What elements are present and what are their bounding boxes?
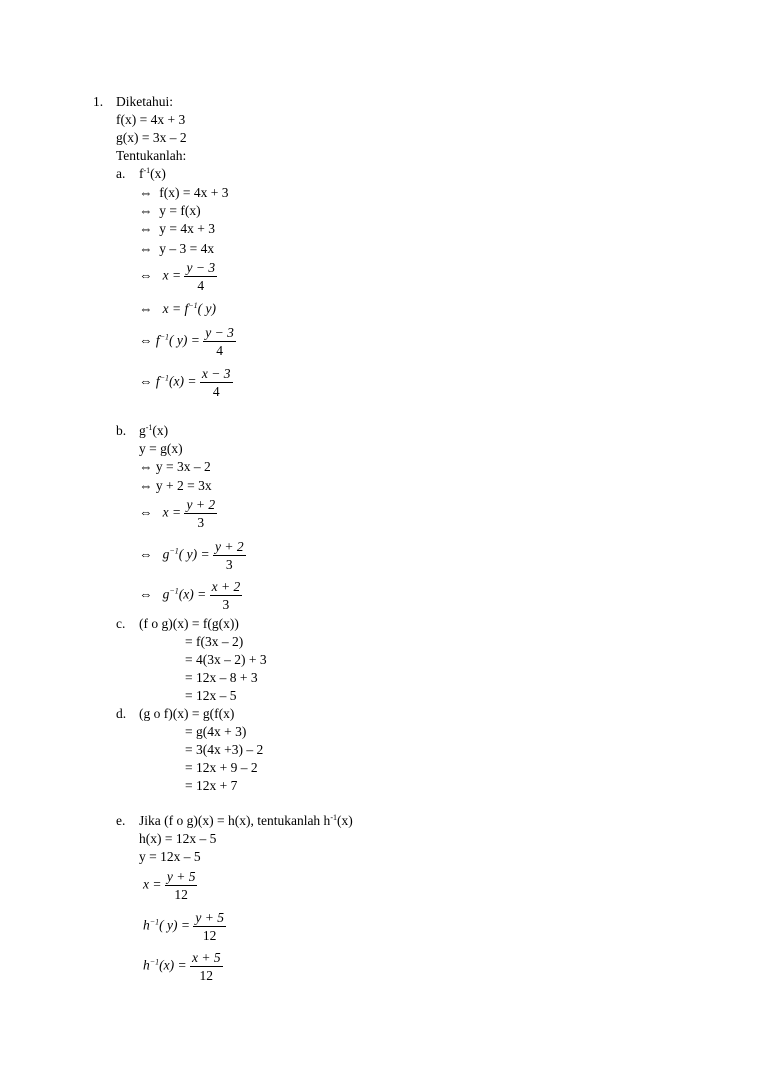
part-c-step-1: = f(3x – 2) <box>185 634 244 649</box>
equivalence-icon: ⇔ <box>139 241 153 256</box>
equivalence-icon: ⇔ <box>139 267 153 283</box>
part-c-head: (f o g)(x) = f(g(x)) <box>139 616 239 631</box>
part-b-ginv-x: ⇔ $g^{-1}(x)$ = $\frac{x + 2}{3}$ <box>139 579 241 612</box>
part-c-label: c. <box>116 616 126 631</box>
part-a-step-1: ⇔ f(x) = 4x + 3 <box>139 185 229 200</box>
equivalence-icon: ⇔ <box>139 478 153 493</box>
equivalence-icon: ⇔ <box>139 332 153 348</box>
part-a-label: a. <box>116 166 126 181</box>
part-a-step-2: ⇔ y = f(x) <box>139 203 201 218</box>
part-d-step-3: = 12x + 9 – 2 <box>185 760 258 775</box>
part-a-step-3: ⇔ y = 4x + 3 <box>139 221 215 236</box>
equivalence-icon: ⇔ <box>139 301 153 316</box>
part-a-x-fraction: ⇔ x = $\frac{y - 3}{4}$ <box>139 260 216 293</box>
fraction: $\frac{y - 3}{4}$ <box>186 260 216 293</box>
fraction: $\frac{y - 3}{4}$ <box>205 325 234 358</box>
part-a-x-finv: ⇔ $x = f^{-1}$( y) <box>139 301 216 316</box>
part-d-step-2: = 3(4x +3) – 2 <box>185 742 264 757</box>
part-d-head: (g o f)(x) = g(f(x) <box>139 706 235 721</box>
equivalence-icon: ⇔ <box>139 221 153 236</box>
problem-number: 1. <box>93 94 104 109</box>
part-e-label: e. <box>116 813 126 828</box>
part-a-title: $f^{-1}(x)$ <box>139 166 166 181</box>
part-b-step-2: ⇔ y + 2 = 3x <box>139 478 212 493</box>
part-e-head: Jika (f o g)(x) = h(x), tentukanlah $h^{-1}(x)$ <box>139 813 353 828</box>
part-a-step-4: ⇔ y – 3 = 4x <box>139 241 215 256</box>
equivalence-icon: ⇔ <box>139 203 153 218</box>
fraction: $\frac{x + 2}{3}$ <box>211 579 241 612</box>
equivalence-icon: ⇔ <box>139 504 153 520</box>
part-e-step-2: y = 12x – 5 <box>139 849 201 864</box>
part-b-step-0: y = g(x) <box>139 441 183 456</box>
part-b-x-fraction: ⇔ x = $\frac{y + 2}{3}$ <box>139 497 216 530</box>
part-e-hinv-y: $h^{-1}$( y) = $\frac{y + 5}{12}$ <box>143 910 224 943</box>
part-d-step-1: = g(4x + 3) <box>185 724 247 739</box>
fraction: $\frac{x - 3}{4}$ <box>201 366 231 399</box>
fraction: $\frac{y + 5}{12}$ <box>195 910 224 943</box>
part-b-title: $g^{-1}(x)$ <box>139 423 169 438</box>
part-e-hinv-x: $h^{-1}(x)$ = $\frac{x + 5}{12}$ <box>143 950 221 983</box>
part-b-ginv-y: ⇔ $g^{-1}$( y) = $\frac{y + 2}{3}$ <box>139 539 244 572</box>
task-text: Tentukanlah: <box>116 148 187 163</box>
part-c-step-3: = 12x – 8 + 3 <box>185 670 258 685</box>
part-d-step-4: = 12x + 7 <box>185 778 238 793</box>
fraction: $\frac{y + 2}{3}$ <box>186 497 216 530</box>
part-d-label: d. <box>116 706 127 721</box>
fraction: $\frac{y + 2}{3}$ <box>215 539 244 572</box>
equivalence-icon: ⇔ <box>139 586 153 602</box>
g-definition: g(x) = 3x – 2 <box>116 130 187 145</box>
part-a-finv-y: ⇔ $f^{-1}$( y) = $\frac{y - 3}{4}$ <box>139 325 234 358</box>
equivalence-icon: ⇔ <box>139 373 153 389</box>
intro-text: Diketahui: <box>116 94 173 109</box>
f-definition: f(x) = 4x + 3 <box>116 112 186 127</box>
part-e-x-fraction: x = $\frac{y + 5}{12}$ <box>143 869 196 902</box>
part-c-step-4: = 12x – 5 <box>185 688 237 703</box>
equivalence-icon: ⇔ <box>139 185 153 200</box>
fraction: $\frac{x + 5}{12}$ <box>192 950 221 983</box>
part-c-step-2: = 4(3x – 2) + 3 <box>185 652 267 667</box>
equivalence-icon: ⇔ <box>139 546 153 562</box>
part-b-step-1: ⇔ y = 3x – 2 <box>139 459 211 474</box>
part-e-step-1: h(x) = 12x – 5 <box>139 831 217 846</box>
part-a-finv-x: ⇔ $f^{-1}(x)$ = $\frac{x - 3}{4}$ <box>139 366 231 399</box>
equivalence-icon: ⇔ <box>139 459 153 474</box>
fraction: $\frac{y + 5}{12}$ <box>166 869 196 902</box>
part-b-label: b. <box>116 423 127 438</box>
